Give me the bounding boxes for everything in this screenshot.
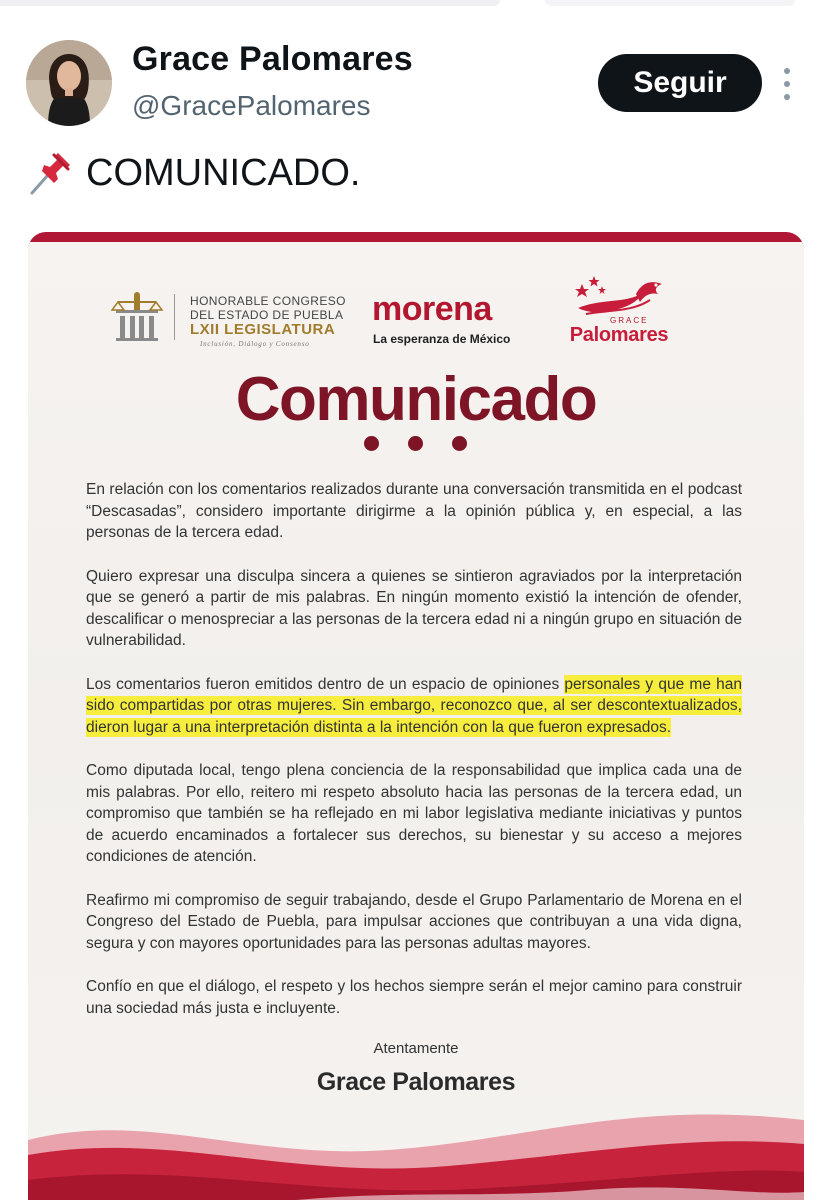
logo-row [28, 274, 804, 354]
media-image[interactable] [28, 232, 804, 1200]
previous-tweet-edge [0, 0, 500, 6]
grace-palomares-logo [558, 274, 688, 356]
paragraph-6: Confío en que el diálogo, el respeto y los hechos siempre serán el mejor camino para construir una sociedad más justa e incluyente. [86, 978, 742, 1017]
post-text-label: COMUNICADO. [86, 151, 361, 194]
grace-logo-big: Palomares [569, 324, 669, 346]
title-dot [408, 436, 423, 451]
title-dot [452, 436, 467, 451]
signature-name: Grace Palomares [316, 1068, 516, 1096]
logo-divider [174, 294, 175, 340]
pushpin-icon [28, 149, 74, 197]
paragraph-1: En relación con los comentarios realizados durante una conversación transmitida en el podcast “Descasadas”, considero importante dirigirme a la opinión pública y, en especial, a las personas de la tercera edad. [86, 481, 742, 541]
follow-button[interactable]: Seguir [598, 54, 762, 112]
author-handle[interactable]: @GracePalomares [132, 90, 371, 121]
paragraph-4: Como diputada local, tengo plena conciencia de la responsabilidad que implica cada una de mis palabras. Por ello, reitero mi respeto absoluto hacia las personas de la tercera edad, un compromiso que también se ha reflejado en mi labor legislativa mediante iniciativas y puntos de acuerdo encaminados a fortalecer sus derechos, su bienestar y su acceso a mejores condiciones de atención. [86, 762, 742, 865]
paragraph-3 [86, 674, 742, 739]
title-dots [364, 436, 468, 452]
congreso-line-2: DEL ESTADO DE PUEBLA [190, 308, 344, 322]
more-dot [784, 68, 790, 74]
paragraph-3-start: Los comentarios fueron emitidos dentro de un espacio de opiniones [86, 675, 565, 693]
morena-logo [372, 290, 532, 350]
title-dot [364, 436, 379, 451]
decorative-waves [28, 1100, 804, 1200]
post-text [28, 148, 360, 198]
more-dot [784, 94, 790, 100]
author-avatar[interactable] [26, 40, 112, 126]
morena-wordmark: morena [372, 290, 492, 328]
document-paper [28, 242, 804, 1200]
more-options-icon[interactable] [774, 62, 800, 106]
grace-logo-small: GRACE [610, 316, 649, 325]
closing-text: Atentamente [373, 1040, 459, 1057]
congreso-line-1: HONORABLE CONGRESO [190, 294, 346, 308]
morena-tagline: La esperanza de México [373, 332, 511, 346]
highlighted-text: personales y que me han sido compartidas por otras mujeres. Sin embargo, reconozco que, al ser descontextualizados, dieron lugar a una interpretación distinta a la intención con la que fueron expresados. [86, 675, 743, 736]
document-title: Comunicado [235, 365, 597, 434]
more-dot [784, 81, 790, 87]
previous-tweet-edge-right [545, 0, 795, 6]
paragraph-2: Quiero expresar una disculpa sincera a quienes se sintieron agraviados por la interpretación que se generó a partir de mis palabras. En ningún momento existió la intención de ofender, descalificar o menospreciar a las personas de la tercera edad ni a ningún grupo en situación de vulnerabilidad. [86, 567, 742, 649]
congreso-line-3: LXII LEGISLATURA [190, 321, 336, 338]
bird-stars-icon [572, 274, 672, 320]
top-strip [0, 0, 830, 10]
author-name[interactable]: Grace Palomares [132, 40, 413, 78]
scales-of-justice-icon [108, 290, 166, 342]
letter-body [86, 479, 742, 1041]
congreso-logo [108, 290, 348, 350]
avatar-photo [26, 40, 112, 126]
paragraph-5: Reafirmo mi compromiso de seguir trabajando, desde el Grupo Parlamentario de Morena en el Congreso del Estado de Puebla, para impulsar acciones que contribuyan a una vida digna, segura y con mayores oportunidades para las personas adultas mayores. [86, 891, 742, 952]
congreso-motto: Inclusión, Diálogo y Consenso [200, 340, 310, 348]
